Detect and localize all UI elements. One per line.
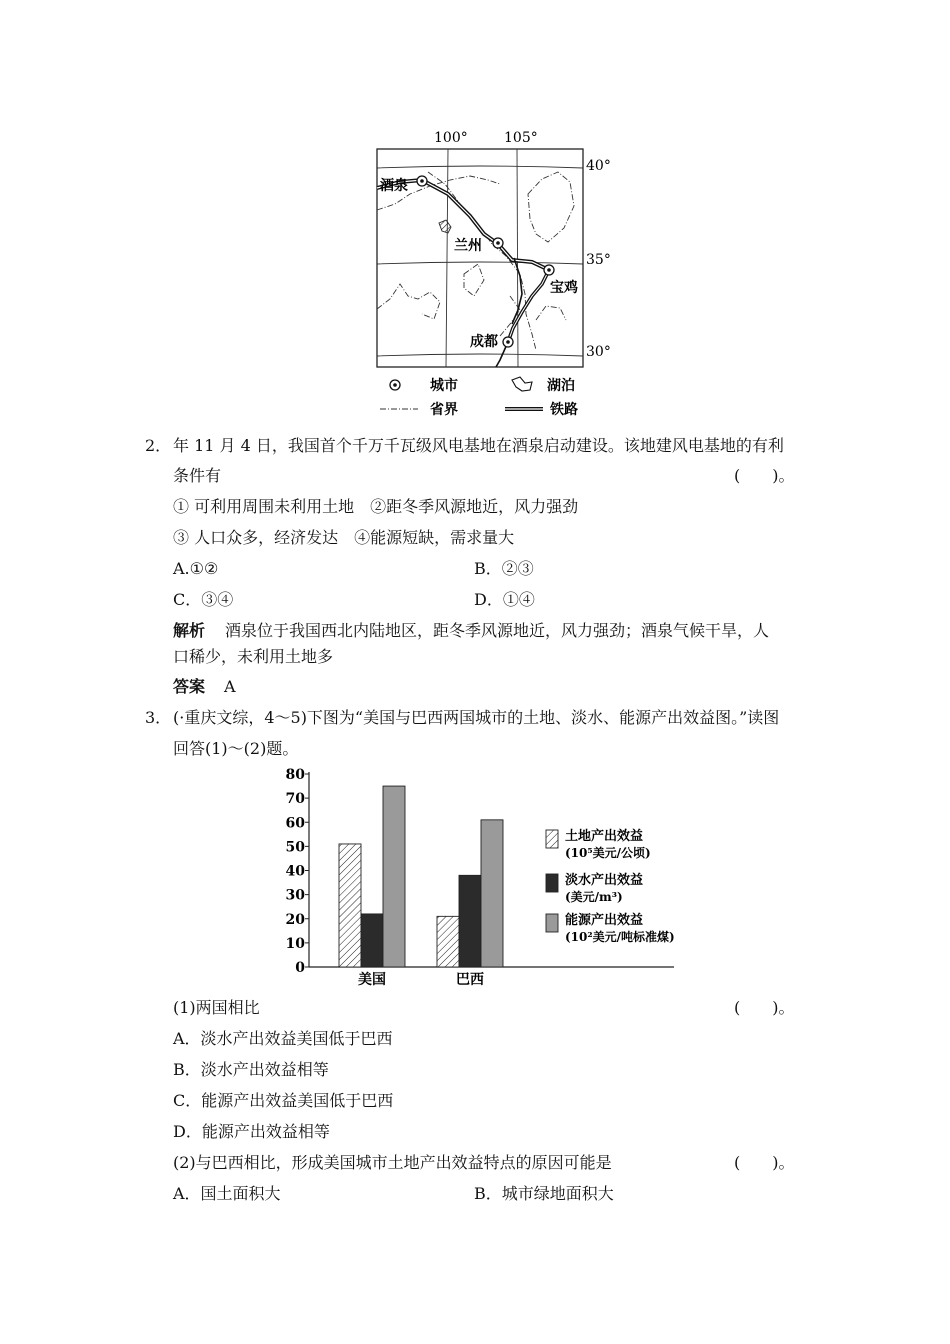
- legend-city-label: 城市: [430, 378, 458, 394]
- legend-swatch-3: [546, 914, 558, 932]
- city-marker-baoji: [544, 265, 554, 275]
- legend-series-name: 土地产出效益: [565, 829, 644, 844]
- city-label-jiuquan: 酒泉: [380, 178, 408, 194]
- longitude-line-100: [446, 149, 448, 367]
- lake-legend-icon: [512, 377, 532, 391]
- legend-border-label: 省界: [430, 402, 458, 418]
- q2-option-b: B．②③: [474, 559, 534, 578]
- q2-option-c: C．③④: [173, 590, 234, 609]
- q3-sub1-stem: (1)两国相比: [173, 998, 260, 1017]
- chart-bars: [339, 786, 503, 967]
- chart-y-ticks: [286, 767, 309, 976]
- q3-sub1-option-d: D．能源产出效益相等: [173, 1122, 330, 1141]
- q3-stem-line2: 回答(1)～(2)题。: [173, 739, 299, 758]
- x-category-label: 美国: [358, 972, 386, 988]
- q3-sub1-bracket: ( )。: [734, 998, 795, 1017]
- y-tick-label: 80: [285, 767, 305, 783]
- q3-sub1-option-a: A．淡水产出效益美国低于巴西: [173, 1029, 393, 1048]
- q3-sub1-option-c: C．能源产出效益美国低于巴西: [173, 1091, 394, 1110]
- lon-label-100: 100°: [434, 130, 468, 146]
- y-tick-label: 60: [285, 815, 305, 832]
- legend-series-name: 淡水产出效益: [565, 873, 644, 888]
- lat-label-40: 40°: [586, 158, 611, 174]
- q3-sub2-option-a: A．国土面积大: [173, 1184, 281, 1203]
- province-borders: [377, 172, 574, 350]
- city-legend-icon: [390, 380, 400, 390]
- q2-analysis-line1: 酒泉位于我国西北内陆地区，距冬季风源地近，风力强劲；酒泉气候干旱，人: [225, 621, 770, 640]
- lon-label-105: 105°: [504, 130, 538, 146]
- q2-analysis-label: 解析: [173, 621, 206, 640]
- lake-map-icon: [439, 220, 451, 233]
- q3-stem-line1: (·重庆文综，4～5)下图为“美国与巴西两国城市的土地、淡水、能源产出效益图。”读图: [173, 708, 780, 727]
- legend-lake-label: 湖泊: [547, 378, 575, 394]
- q3-sub2-bracket: ( )。: [734, 1153, 795, 1172]
- legend-series-unit: (10²美元/吨标准煤): [565, 930, 675, 944]
- q3-number: 3．: [145, 708, 172, 727]
- y-tick-label: 0: [295, 960, 305, 976]
- x-category-label: 巴西: [456, 972, 484, 988]
- y-tick-label: 40: [285, 863, 305, 880]
- city-marker-chengdu: [503, 337, 513, 347]
- bar-brazil-series-3: [481, 820, 503, 967]
- q2-number: 2．: [145, 436, 172, 455]
- lat-label-30: 30°: [586, 344, 611, 360]
- longitude-line-105: [517, 149, 518, 367]
- q2-answer-label: 答案: [173, 677, 206, 696]
- legend-series-unit: (美元/m³): [565, 890, 623, 904]
- q3-sub1-option-b: B．淡水产出效益相等: [173, 1060, 329, 1079]
- y-tick-label: 70: [285, 791, 305, 808]
- bar-brazil-series-2: [459, 875, 481, 967]
- y-tick-label: 50: [285, 839, 305, 856]
- bar-brazil-series-1: [437, 916, 459, 967]
- latitude-line-35: [377, 262, 583, 264]
- chart-categories: [358, 971, 484, 988]
- legend-swatch-2: [546, 874, 558, 892]
- y-tick-label: 10: [285, 935, 305, 952]
- map-legend: [380, 377, 578, 418]
- q2-analysis-line2: 口稀少，未利用土地多: [173, 647, 334, 666]
- chart-legend: [546, 828, 675, 944]
- q2-stem-line1: 年 11 月 4 日，我国首个千万千瓦级风电基地在酒泉启动建设。该地建风电基地的有利: [173, 436, 784, 455]
- latitude-line-40: [377, 166, 583, 168]
- city-marker-jiuquan: [417, 176, 427, 186]
- latitude-line-30: [377, 354, 583, 356]
- bar-usa-series-2: [361, 914, 383, 967]
- bar-chart: [280, 764, 700, 992]
- bar-usa-series-1: [339, 844, 361, 967]
- city-label-lanzhou: 兰州: [454, 238, 482, 254]
- q2-statements-2: ③ 人口众多，经济发达 ④能源短缺，需求量大: [173, 528, 515, 547]
- y-tick-label: 30: [285, 887, 305, 904]
- legend-series-name: 能源产出效益: [565, 913, 644, 928]
- bar-usa-series-3: [383, 786, 405, 967]
- legend-series-unit: (10⁵美元/公顷): [565, 846, 651, 860]
- q2-answer-bracket: ( )。: [734, 466, 795, 485]
- q3-sub2-stem: (2)与巴西相比，形成美国城市土地产出效益特点的原因可能是: [173, 1153, 612, 1172]
- q2-stem-line2: 条件有: [173, 466, 222, 485]
- q3-sub2-option-b: B．城市绿地面积大: [474, 1184, 614, 1203]
- railway-lines: [377, 180, 549, 367]
- q2-statements-1: ① 可利用周围未利用土地 ②距冬季风源地近，风力强劲: [173, 497, 579, 516]
- y-tick-label: 20: [285, 911, 305, 928]
- city-label-chengdu: 成都: [470, 334, 498, 350]
- q2-option-d: D．①④: [474, 590, 535, 609]
- legend-railway-label: 铁路: [550, 402, 578, 418]
- city-marker-lanzhou: [493, 238, 503, 248]
- q2-answer-value: A: [224, 677, 236, 696]
- city-label-baoji: 宝鸡: [550, 280, 578, 296]
- lat-label-35: 35°: [586, 252, 611, 268]
- map-figure: [360, 124, 620, 420]
- legend-swatch-1: [546, 830, 558, 848]
- q2-option-a: A.①②: [173, 559, 219, 578]
